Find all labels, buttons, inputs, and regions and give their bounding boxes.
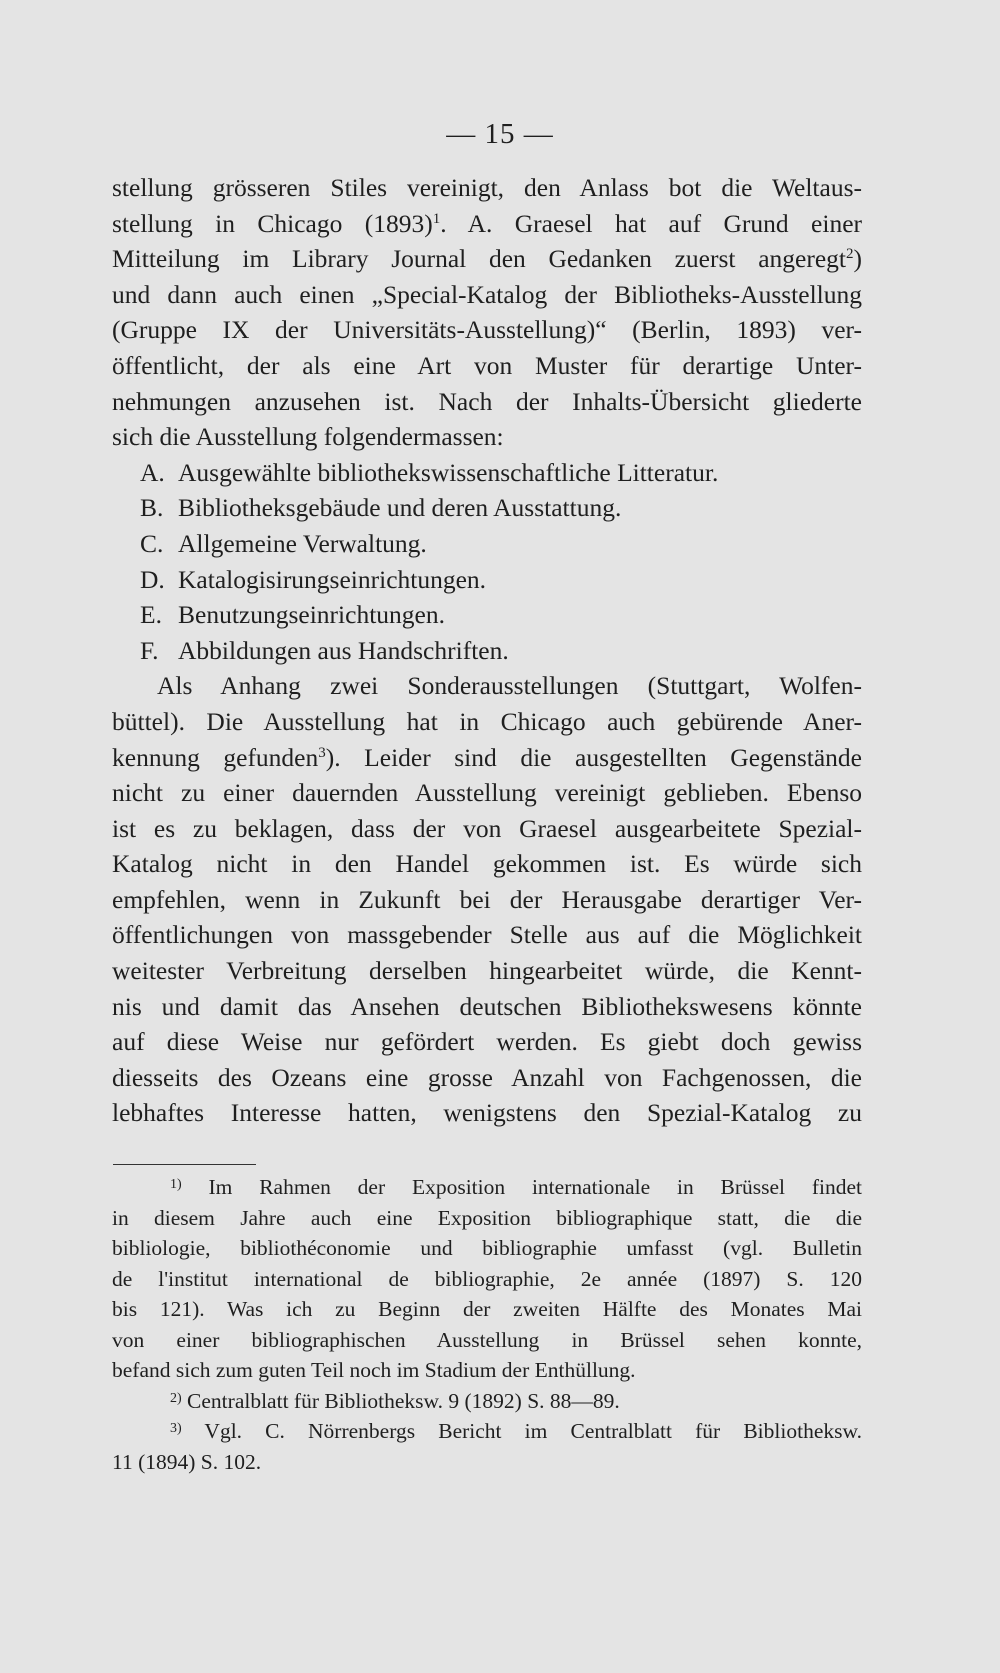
footnote-line: bis 121). Was ich zu Beginn der zweiten Hälfte des Monates Mai: [112, 1297, 862, 1321]
text-line: Katalog nicht in den Handel gekommen ist. Es würde sich: [112, 849, 862, 879]
text-line: öffentlichungen von massgebender Stelle aus auf die Möglichkeit: [112, 920, 862, 950]
text-line: nis und damit das Ansehen deutschen Bibliothekswesens könnte: [112, 991, 862, 1021]
footnote-line: bibliologie, bibliothéconomie und bibliographie umfasst (vgl. Bulletin: [112, 1236, 862, 1260]
text-line: auf diese Weise nur gefördert werden. Es giebt doch gewiss: [112, 1027, 862, 1057]
footnote-divider: [113, 1164, 256, 1165]
text-line: diesseits des Ozeans eine grosse Anzahl von Fachgenossen, die: [112, 1062, 862, 1092]
list-item: [112, 633, 862, 669]
text-line: und dann auch einen „Special-Katalog der Bibliotheks-Ausstellung: [112, 279, 862, 309]
list-letter: D.: [140, 564, 165, 594]
footnotes: [112, 1172, 862, 1477]
list-text: Abbildungen aus Handschriften.: [178, 635, 509, 665]
text-line: stellung in Chicago $(1893)^1$. A. Graesel hat auf Grund einer: [112, 208, 863, 238]
text-line: weitester Verbreitung derselben hingearbeitet würde, die Kennt-: [112, 956, 862, 986]
list-item: [112, 455, 862, 491]
footnote-line: in diesem Jahre auch eine Exposition bibliographique statt, die die: [112, 1205, 862, 1230]
text-line: Mitteilung im Library Journal den Gedanken zuerst angeregt$^2$): [112, 244, 862, 274]
text-line: lebhaftes Interesse hatten, wenigstens den Spezial-Katalog zu: [112, 1098, 862, 1128]
list-text: Benutzungseinrichtungen.: [178, 600, 445, 630]
list-text: Bibliotheksgebäude und deren Ausstattung.: [178, 493, 622, 523]
page-number: — 15 —: [446, 118, 554, 150]
footnote-line: befand sich zum guten Teil noch im Stadium der Enthüllung.: [112, 1358, 636, 1382]
text-line: kennung gefunden$^3$). Leider sind die ausgestellten Gegenstände: [112, 742, 862, 772]
footnote-ref: 3: [318, 744, 326, 761]
footnote-line: $^{1)}$ Im Rahmen der Exposition internationale in Brüssel findet: [170, 1175, 862, 1199]
exhibition-list: [112, 455, 862, 669]
list-letter: C.: [140, 528, 164, 558]
text-line: nicht zu einer dauernden Ausstellung vereinigt geblieben. Ebenso: [112, 778, 862, 808]
text-line: ist es zu beklagen, dass der von Graesel ausgearbeitete Spezial-: [112, 813, 862, 843]
text-line: empfehlen, wenn in Zukunft bei der Herausgabe derartiger Ver-: [112, 884, 862, 914]
text-line: Als Anhang zwei Sonderausstellungen (Stuttgart, Wolfen-: [157, 671, 862, 701]
footnote-mark: 2): [170, 1390, 182, 1406]
text-line: sich die Ausstellung folgendermassen:: [112, 422, 504, 452]
text-line: öffentlicht, der als eine Art von Muster für derartige Unter-: [112, 350, 862, 380]
list-item: [112, 597, 862, 633]
footnote-line: 11 (1894) S. 102.: [112, 1449, 262, 1474]
text-line: (Gruppe IX der Universitäts-Ausstellung)“ (Berlin, 1893) ver-: [112, 315, 862, 345]
text-line: stellung grösseren Stiles vereinigt, den Anlass bot die Weltaus-: [112, 173, 862, 202]
list-text: Allgemeine Verwaltung.: [178, 528, 427, 558]
list-item: [112, 562, 862, 598]
footnote-mark: 1): [170, 1177, 182, 1192]
footnote-line: $^{2)}$ Centralblatt für Bibliotheksw. 9 (1892) S. 88—89.: [170, 1388, 620, 1413]
list-text: Ausgewählte bibliothekswissenschaftliche Litteratur.: [178, 457, 719, 487]
footnote-mark: 3): [170, 1421, 182, 1436]
footnote-line: de l'institut international de bibliographie, 2e année (1897) S. 120: [112, 1266, 862, 1291]
main-text: [112, 170, 862, 1131]
list-letter: E.: [140, 600, 162, 630]
list-item: [112, 526, 862, 562]
list-letter: B.: [140, 493, 164, 523]
text-line: nehmungen anzusehen ist. Nach der Inhalts-Übersicht gliederte: [112, 386, 862, 416]
list-text: Katalogisirungseinrichtungen.: [178, 564, 487, 594]
footnote-ref: 2: [846, 246, 854, 263]
list-item: [112, 490, 862, 526]
footnote-line: von einer bibliographischen Ausstellung in Brüssel sehen konnte,: [112, 1327, 862, 1352]
text-line: büttel). Die Ausstellung hat in Chicago auch gebürende Aner-: [112, 706, 862, 736]
list-letter: F.: [140, 635, 159, 665]
footnote-line: $^{3)}$ Vgl. C. Nörrenbergs Bericht im Centralblatt für Bibliotheksw.: [170, 1419, 862, 1443]
footnote-ref: 1: [432, 210, 441, 227]
list-letter: A.: [140, 457, 165, 487]
